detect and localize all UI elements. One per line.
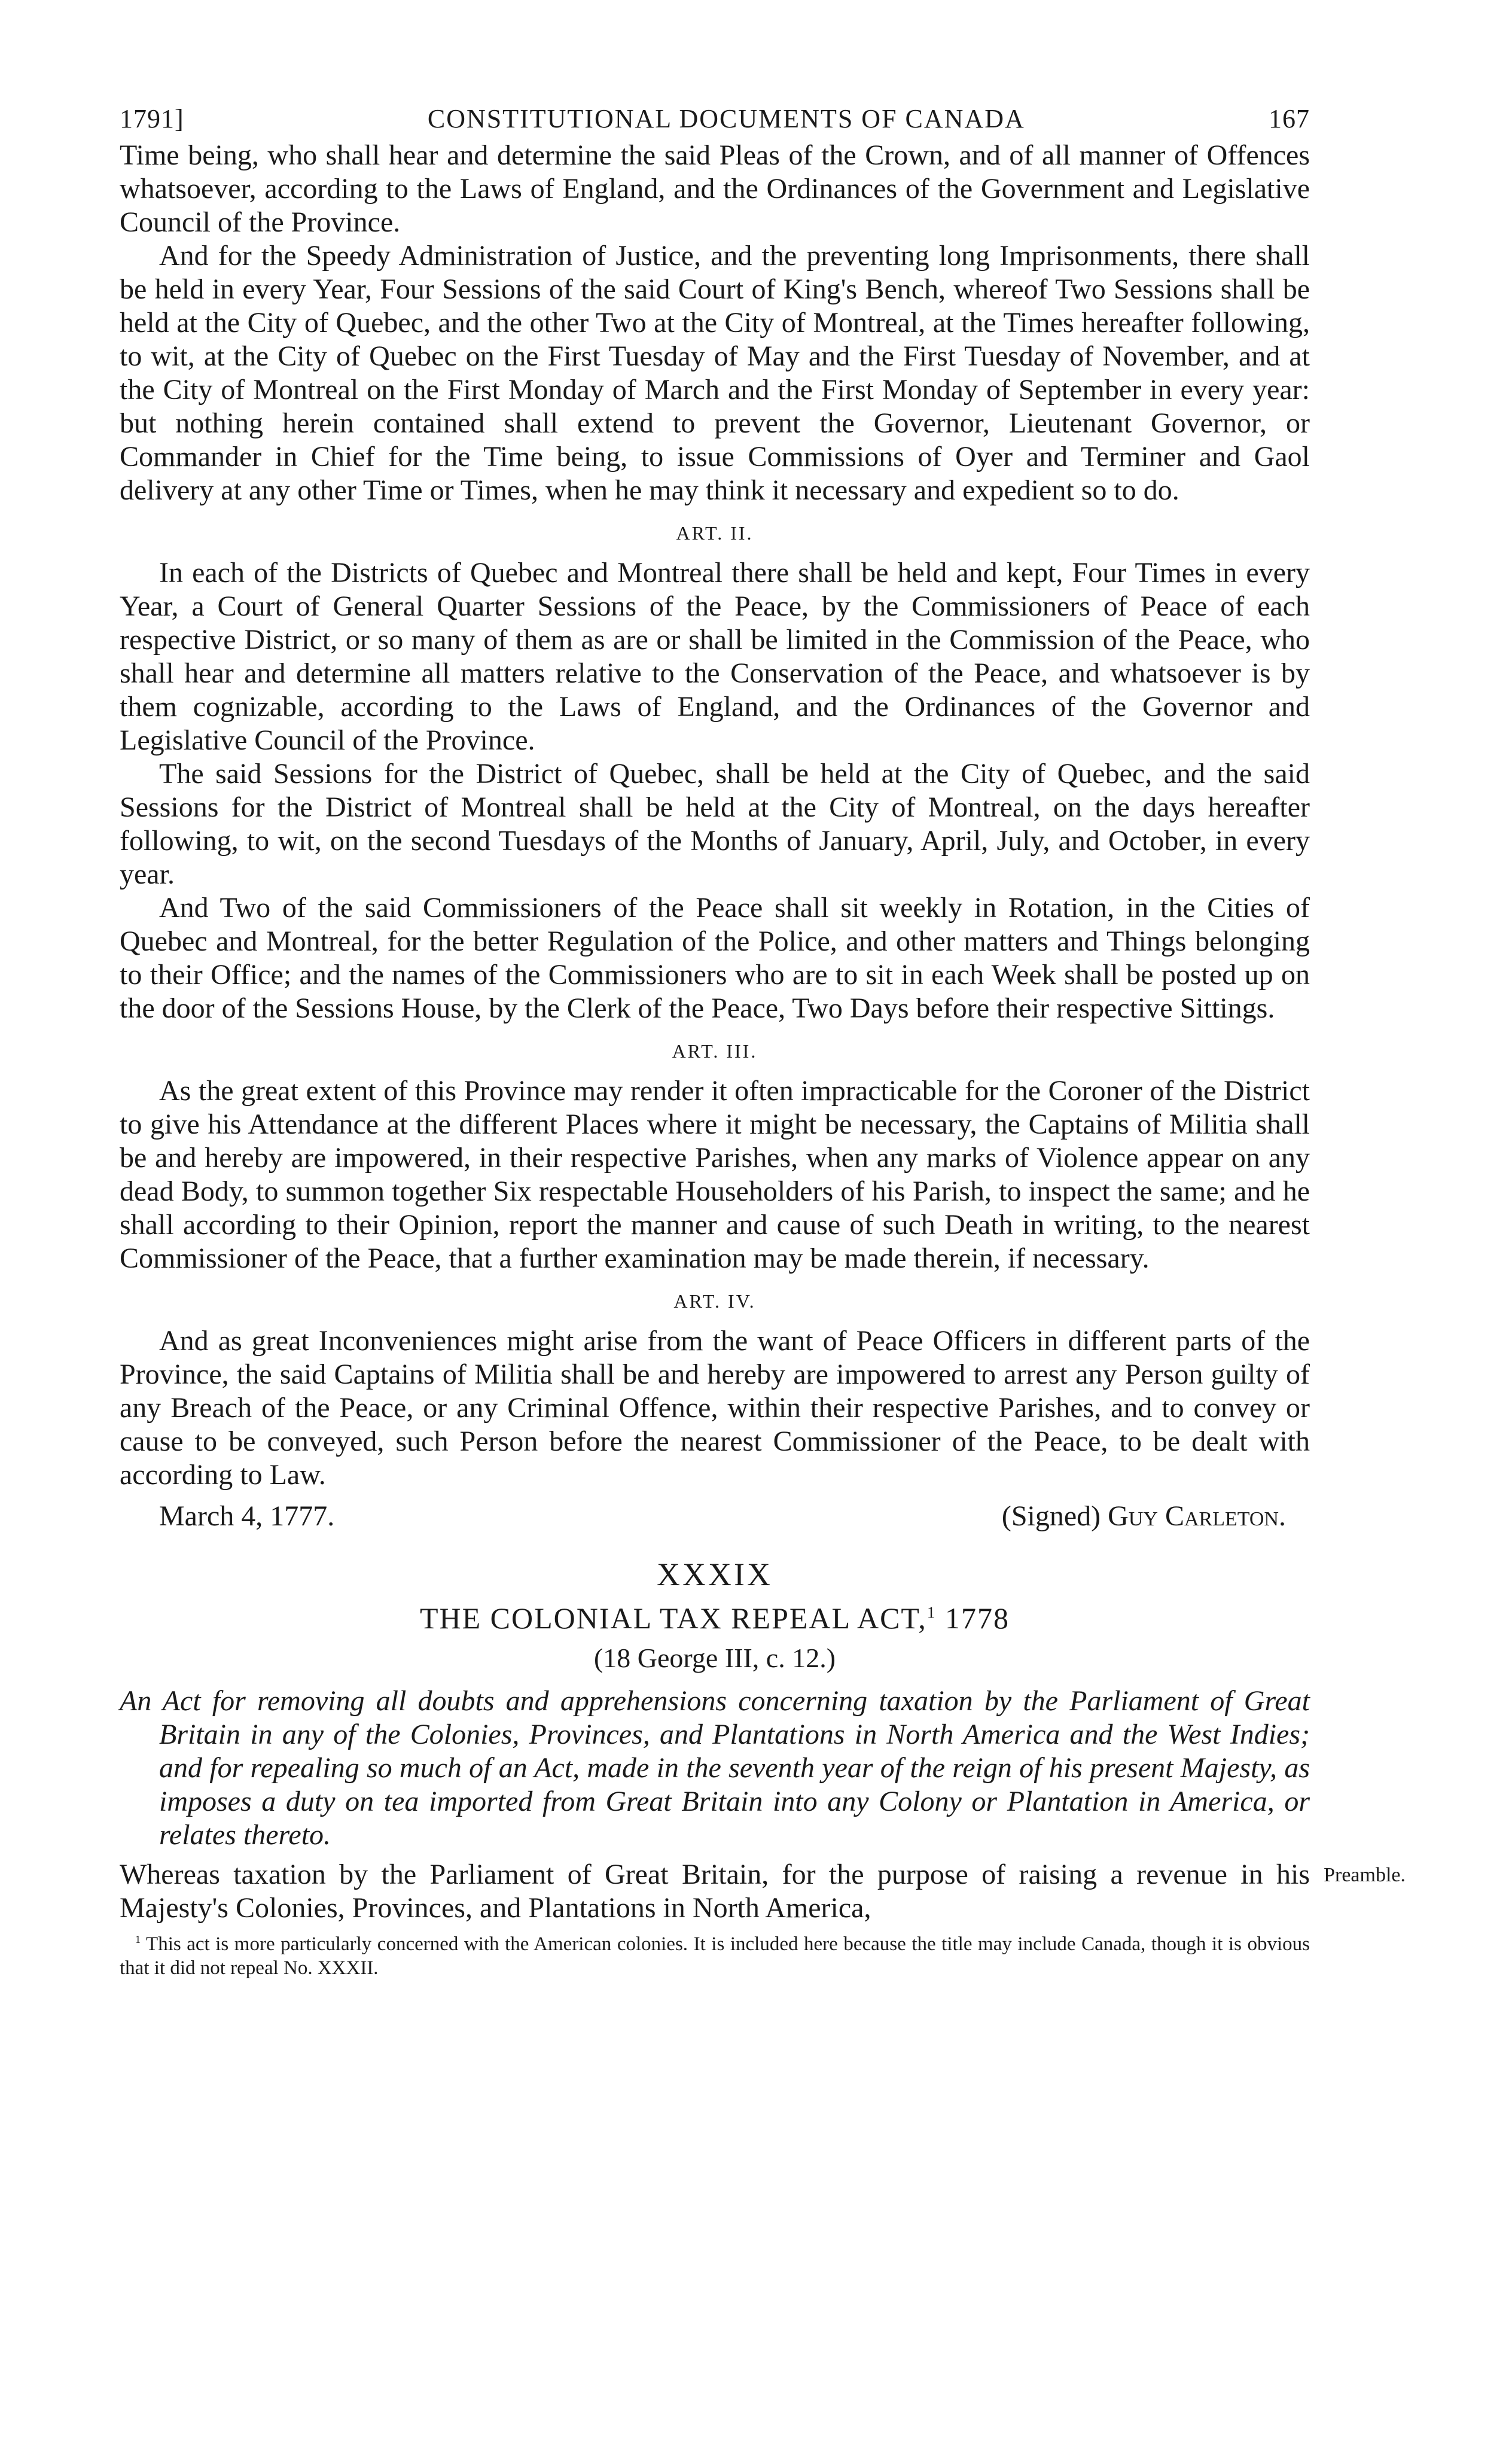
article-heading: ART. IV.	[673, 1290, 756, 1312]
footnote	[120, 1932, 1310, 1980]
document-title	[120, 1600, 1310, 1637]
paragraph: The said Sessions for the District of Quebec, shall be held at the City of Quebec, and the said Sessions for the District of Montreal shall be held at the City of Montreal, on the days hereafter following, to wit, on the second Tuesdays of the Months of January, April, July, and October, in every year.	[120, 758, 1310, 890]
act-long-title: An Act for removing all doubts and apprehensions concerning taxation by the Parliament of Great Britain in any of the Colonies, Provinces, and Plantations in North America and the West Indies; and for repealing so much of an Act, made in the seventh year of the reign of his present Majesty, as imposes a duty on tea imported from Great Britain into any Colony or Plantation in America, or relates thereto.	[120, 1685, 1310, 1851]
text-column	[120, 102, 1406, 1980]
signature-date: March 4, 1777.	[159, 1500, 335, 1532]
running-header	[120, 102, 1310, 136]
signature-block	[1002, 1499, 1310, 1534]
footnote-text: This act is more particularly concerned with the American colonies. It is included here because the title may include Canada, though it is obvious that it did not repeal No. XXXII.	[120, 1933, 1310, 1979]
signer-name: Guy Carleton.	[1108, 1500, 1286, 1532]
document-year: 1778	[945, 1601, 1010, 1635]
header-year: 1791]	[120, 104, 184, 133]
document-citation: (18 George III, c. 12.)	[593, 1643, 836, 1673]
signed-label: (Signed)	[1001, 1500, 1101, 1532]
document-number: XXXIX	[657, 1557, 773, 1592]
footnote-mark: 1	[135, 1933, 141, 1945]
paragraph: In each of the Districts of Quebec and Montreal there shall be held and kept, Four Times in every Year, a Court of General Quarter Sessions of the Peace, by the Commissioners of Peace of each respective District, or so many of them as are or shall be limited in the Commission of the Peace, who shall hear and determine all matters relative to the Conservation of the Peace, and whatsoever is by them cognizable, according to the Laws of England, and the Ordinances of the Governor and Legislative Council of the Province.	[120, 557, 1310, 756]
paragraph: And Two of the said Commissioners of the Peace shall sit weekly in Rotation, in the Cities of Quebec and Montreal, for the better Regulation of the Police, and other matters and Things belonging to their Office; and the names of the Commissioners who are to sit in each Week shall be posted up on the door of the Sessions House, by the Clerk of the Peace, Two Days before their respective Sittings.	[120, 892, 1310, 1024]
paragraph: And for the Speedy Administration of Justice, and the preventing long Imprisonments, there shall be held in every Year, Four Sessions of the said Court of King's Bench, whereof Two Sessions shall be held at the City of Quebec, and the other Two at the City of Montreal, at the Times hereafter following, to wit, at the City of Quebec on the First Tuesday of May and the First Tuesday of November, and at the City of Montreal on the First Monday of March and the First Monday of September in every year: but nothing herein contained shall extend to prevent the Governor, Lieutenant Governor, or Commander in Chief for the Time being, to issue Commissions of Oyer and Terminer and Gaol delivery at any other Time or Times, when he may think it necessary and expedient so to do.	[120, 240, 1310, 506]
article-heading: ART. II.	[676, 522, 754, 544]
page-number: 167	[1268, 104, 1310, 133]
signature-row	[120, 1499, 1310, 1534]
paragraph: Time being, who shall hear and determine the said Pleas of the Crown, and of all manner of Offences whatsoever, according to the Laws of England, and the Ordinances of the Government and Legislative Council of the Province.	[120, 139, 1310, 238]
paragraph: And as great Inconveniences might arise from the want of Peace Officers in different parts of the Province, the said Captains of Militia shall be and hereby are impowered to arrest any Person guilty of any Breach of the Peace, or any Criminal Offence, within their respective Parishes, and to convey or cause to be conveyed, such Person before the nearest Commissioner of the Peace, to be dealt with according to Law.	[120, 1325, 1310, 1491]
preamble-paragraph: Whereas taxation by the Parliament of Great Britain, for the purpose of raising a revenue in his Majesty's Colonies, Provinces, and Plantations in North America,	[120, 1859, 1310, 1924]
preamble-section	[120, 1858, 1406, 1925]
header-title: CONSTITUTIONAL DOCUMENTS OF CANADA	[427, 104, 1025, 133]
article-heading: ART. III.	[672, 1040, 758, 1062]
margin-note: Preamble.	[1324, 1864, 1406, 1886]
footnote-reference[interactable]: 1	[926, 1603, 937, 1622]
paragraph: As the great extent of this Province may render it often impracticable for the Coroner of the District to give his Attendance at the different Places where it might be necessary, the Captains of Militia shall be and hereby are impowered, in their respective Parishes, when any marks of Violence appear on any dead Body, to summon together Six respectable Householders of his Parish, to inspect the same; and he shall according to their Opinion, report the manner and cause of such Death in writing, to the nearest Commissioner of the Peace, that a further examination may be made therein, if necessary.	[120, 1075, 1310, 1274]
document-title-text: THE COLONIAL TAX REPEAL ACT,	[419, 1601, 927, 1635]
